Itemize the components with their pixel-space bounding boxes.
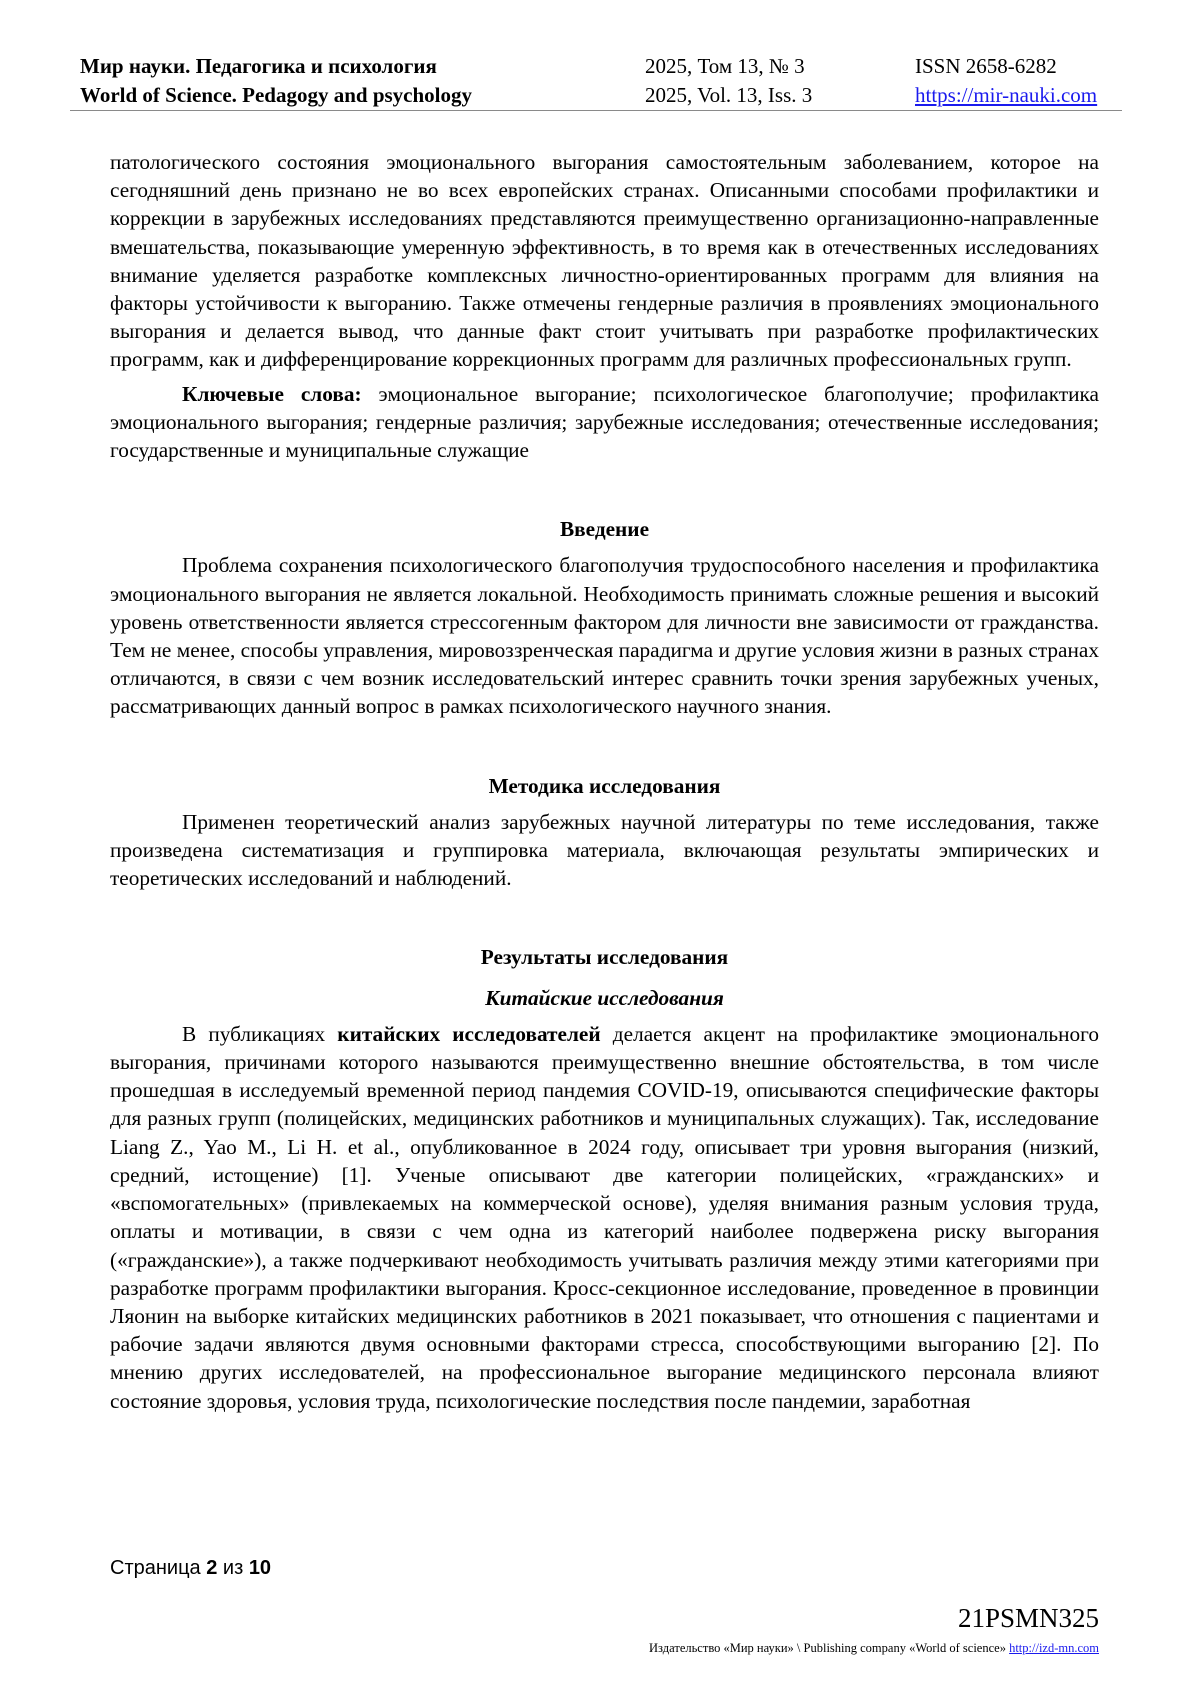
intro-paragraph: Проблема сохранения психологического благополучия трудоспособного населения и профилактика эмоционального выгорания не является локальной. Необходимость принимать сложные решения и высокий уровень ответственности является стрессогенным фактором для личности вне зависимости от гражданства. Тем не менее, способы управления, мировоззренческая парадигма и другие условия жизни в разных странах отличаются, в связи с чем возник исследовательский интерес сравнить точки зрения зарубежных ученых, рассматривающих данный вопрос в рамках психологического научного знания.	[110, 553, 1099, 719]
methods-paragraph: Применен теоретический анализ зарубежных научной литературы по теме исследования, также произведена систематизация и группировка материала, включающая результаты эмпирических и теоретических исследований и наблюдений.	[110, 809, 1099, 891]
publisher-text: Издательство «Мир науки» \ Publishing company «World of science»	[649, 1641, 1006, 1655]
subsection-heading-chinese: Китайские исследования	[485, 985, 724, 1010]
keywords-label: Ключевые слова:	[182, 381, 362, 406]
page-label: Страница	[110, 1557, 201, 1579]
results-text-start: В публикациях	[182, 1021, 338, 1046]
page-number	[110, 1557, 271, 1580]
issn: ISSN 2658-6282	[915, 54, 1057, 78]
keywords-list: эмоциональное выгорание; психологическое благополучие; профилактика эмоционального выгорания; гендерные различия; зарубежные исследования; отечественные исследования; государственные и муниципальные служащие	[110, 381, 1099, 463]
journal-title-ru: Мир науки. Педагогика и психология	[80, 54, 437, 78]
journal-site-link[interactable]: https://mir-nauki.com	[915, 83, 1098, 107]
article-code: 21PSMN325	[957, 1603, 1099, 1633]
page-of: из	[222, 1557, 244, 1579]
issue-en: 2025, Vol. 13, Iss. 3	[645, 83, 813, 107]
abstract-text: патологического состояния эмоционального выгорания самостоятельным заболеванием, которое на сегодняшний день признано не во всех европейских странах. Описанными способами профилактики и коррекции в зарубежных исследованиях представляются преимущественно организационно-направленные вмешательства, показывающие умеренную эффективность, в то время как в отечественных исследованиях внимание уделяется разработке комплексных личностно-ориентированных программ для влияния на факторы устойчивости к выгоранию. Также отмечены гендерные различия в проявлениях эмоционального выгорания и делается вывод, что данные факт стоит учитывать при разработке профилактических программ, как и дифференцирование коррекционных программ для различных профессиональных групп.	[110, 150, 1099, 372]
publisher-link[interactable]: http://izd-mn.com	[1009, 1641, 1099, 1655]
page-current: 2	[206, 1557, 218, 1579]
page-total: 10	[248, 1557, 272, 1579]
issue-ru: 2025, Том 13, № 3	[645, 54, 805, 78]
publisher-line	[649, 1641, 1099, 1656]
section-heading-intro: Введение	[559, 517, 650, 542]
results-text-rest: делается акцент на профилактике эмоционального выгорания, причинами которого называются преимущественно внешние обстоятельства, в том числе прошедшая в исследуемый временной период пандемия COVID-19, описываются специфические факторы для разных групп (полицейских, медицинских работников и муниципальных служащих). Так, исследование Liang Z., Yao M., Li H. et al., опубликованное в 2024 году, описывает три уровня выгорания (низкий, средний, истощение) [1]. Ученые описывают две категории полицейских, «гражданских» и «вспомогательных» (привлекаемых на коммерческой основе), уделяя внимания разным условия труда, оплаты и мотивации, в связи с чем одна из категорий наиболее подвержена риску выгорания («гражданские»), а также подчеркивают необходимость учитывать различия между этими категориями при разработке программ профилактики выгорания. Кросс-секционное исследование, проведенное в провинции Ляонин на выборке китайских медицинских работников в 2021 показывает, что отношения с пациентами и рабочие задачи являются двумя основными факторами стресса, способствующими выгоранию [2]. По мнению других исследователей, на профессиональное выгорание медицинского персонала влияют состояние здоровья, условия труда, психологические последствия после пандемии, заработная	[110, 1021, 1099, 1413]
section-heading-results: Результаты исследования	[480, 945, 729, 970]
section-heading-methods: Методика исследования	[488, 773, 721, 798]
page-header	[70, 52, 1122, 111]
keywords	[110, 380, 1099, 465]
article-body	[110, 148, 1099, 1415]
journal-title-en: World of Science. Pedagogy and psychology	[80, 83, 473, 107]
results-text-bold: китайских исследователей	[337, 1021, 601, 1046]
results-paragraph	[110, 1020, 1099, 1415]
